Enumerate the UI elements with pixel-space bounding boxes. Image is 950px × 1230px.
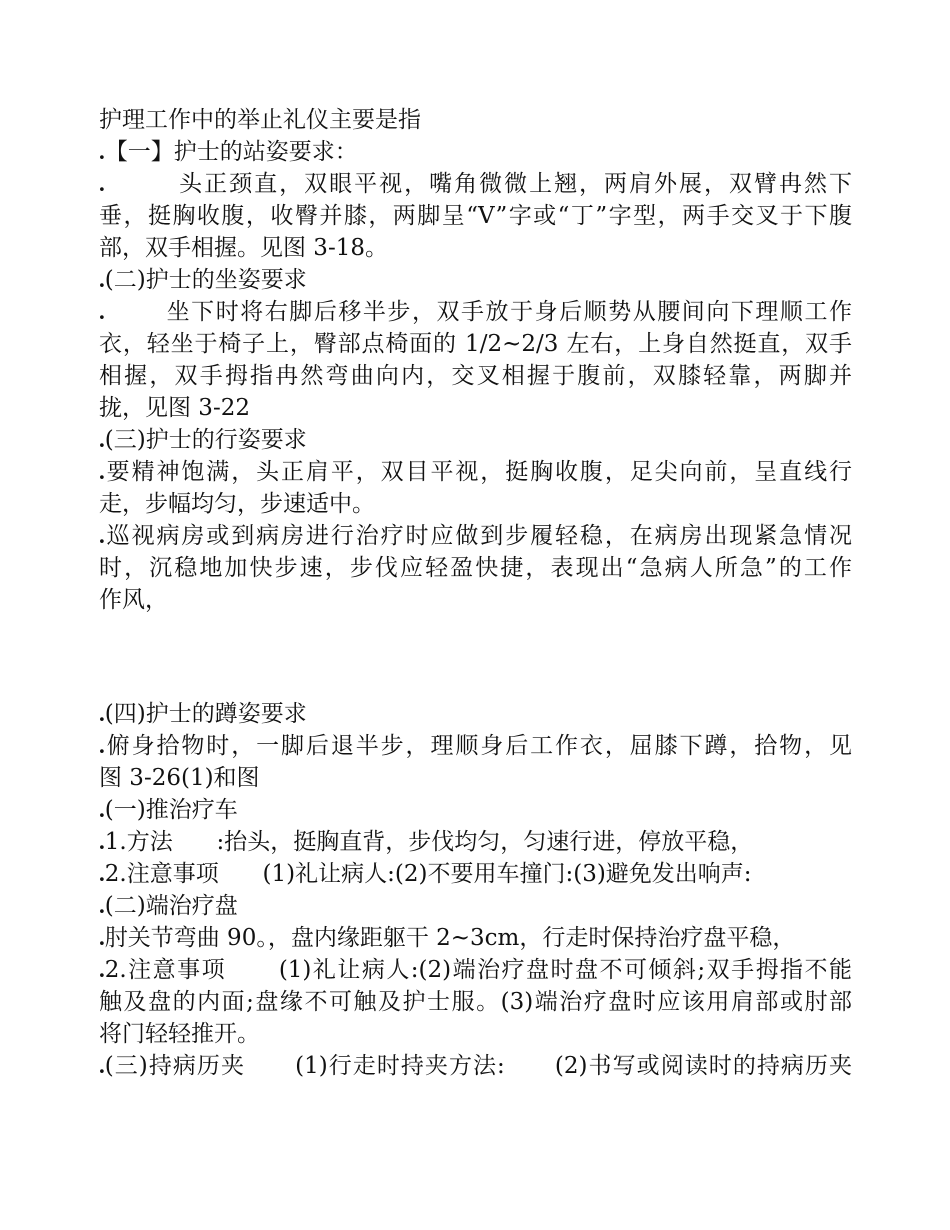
text-line <box>99 232 852 264</box>
line-text: 【一】护士的站姿要求： <box>104 139 358 165</box>
line-text: 衣，轻坐于椅子上，臀部点椅面的 1/2~2/3 左右，上身自然挺直，双手 <box>99 331 852 357</box>
text-line <box>99 552 852 584</box>
text-block-posture <box>99 104 852 616</box>
line-text: 将门轻轻推开。 <box>99 1021 260 1047</box>
line-text: 头正颈直，双眼平视，嘴角微微上翘，两肩外展，双臂冉然下 <box>104 171 852 197</box>
line-text: 1.方法 :抬头，挺胸直背，步伐均匀，匀速行进，停放平稳， <box>104 829 754 855</box>
bullet-mark: . <box>99 427 105 452</box>
line-text: 2.注意事项 (1)礼让病人:(2)不要用车撞门:(3)避免发出响声: <box>104 861 752 887</box>
text-line <box>99 986 852 1018</box>
line-text: (四)护士的蹲姿要求 <box>104 701 307 727</box>
line-text: 肘关节弯曲 90。，盘内缘距躯干 2~3cm，行走时保持治疗盘平稳， <box>104 925 796 951</box>
bullet-mark: . <box>99 925 105 950</box>
text-line <box>99 328 852 360</box>
line-text: (一)推治疗车 <box>104 797 238 823</box>
bullet-mark: . <box>99 957 105 982</box>
text-line <box>99 392 852 424</box>
line-text: (二)端治疗盘 <box>104 893 238 919</box>
text-line <box>99 168 852 200</box>
text-line <box>99 296 852 328</box>
text-line <box>99 424 852 456</box>
bullet-mark: . <box>99 893 105 918</box>
line-text: (二)护士的坐姿要求 <box>104 267 307 293</box>
line-text: 护理工作中的举止礼仪主要是指 <box>99 107 421 133</box>
bullet-mark: . <box>99 523 105 548</box>
text-line <box>99 104 852 136</box>
line-text: 部，双手相握。见图 3-18。 <box>99 235 388 261</box>
line-text: 拢，见图 3-22 <box>99 395 250 421</box>
line-text: 垂，挺胸收腹，收臀并膝，两脚呈“V”字或“丁”字型，两手交叉于下腹 <box>99 203 852 229</box>
bullet-mark: . <box>99 733 105 758</box>
text-line <box>99 264 852 296</box>
bullet-mark: . <box>99 701 105 726</box>
bullet-mark: . <box>99 139 105 164</box>
bullet-mark: . <box>99 797 105 822</box>
line-text: 相握，双手拇指冉然弯曲向内，交叉相握于腹前，双膝轻靠，两脚并 <box>99 363 852 389</box>
text-line <box>99 858 852 890</box>
line-text: 图 3-26(1)和图 <box>99 765 260 791</box>
paragraph-gap <box>99 616 852 698</box>
text-block-procedures <box>99 698 852 1082</box>
line-text: 触及盘的内面;盘缘不可触及护士服。(3)端治疗盘时应该用肩部或肘部 <box>99 989 852 1015</box>
line-text: 作风， <box>99 587 168 613</box>
text-line <box>99 730 852 762</box>
line-text: 要精神饱满，头正肩平，双目平视，挺胸收腹，足尖向前，呈直线行 <box>104 459 852 485</box>
text-line <box>99 922 852 954</box>
bullet-mark: . <box>99 861 105 886</box>
text-line <box>99 488 852 520</box>
bullet-mark: . <box>99 267 105 292</box>
bullet-mark: . <box>99 299 105 324</box>
text-line <box>99 794 852 826</box>
text-line <box>99 762 852 794</box>
text-line <box>99 520 852 552</box>
text-line <box>99 584 852 616</box>
text-line <box>99 1050 852 1082</box>
text-line <box>99 698 852 730</box>
text-line <box>99 890 852 922</box>
line-text: (三)护士的行姿要求 <box>104 427 307 453</box>
bullet-mark: . <box>99 171 105 196</box>
text-line <box>99 136 852 168</box>
text-line <box>99 360 852 392</box>
line-text: 俯身拾物时，一脚后退半步，理顺身后工作衣，屈膝下蹲，拾物，见 <box>104 733 852 759</box>
line-text: (三)持病历夹 (1)行走时持夹方法: (2)书写或阅读时的持病历夹 <box>104 1053 852 1079</box>
line-text: 走，步幅均匀，步速适中。 <box>99 491 375 517</box>
line-text: 2.注意事项 (1)礼让病人:(2)端治疗盘时盘不可倾斜;双手拇指不能 <box>104 957 852 983</box>
bullet-mark: . <box>99 829 105 854</box>
line-text: 时，沉稳地加快步速，步伐应轻盈快捷，表现出“急病人所急”的工作 <box>99 555 852 581</box>
text-line <box>99 1018 852 1050</box>
document-body <box>99 104 852 1082</box>
text-line <box>99 954 852 986</box>
text-line <box>99 200 852 232</box>
bullet-mark: . <box>99 1053 105 1078</box>
text-line <box>99 826 852 858</box>
text-line <box>99 456 852 488</box>
line-text: 巡视病房或到病房进行治疗时应做到步履轻稳，在病房出现紧急情况 <box>104 523 852 549</box>
line-text: 坐下时将右脚后移半步，双手放于身后顺势从腰间向下理顺工作 <box>104 299 852 325</box>
bullet-mark: . <box>99 459 105 484</box>
